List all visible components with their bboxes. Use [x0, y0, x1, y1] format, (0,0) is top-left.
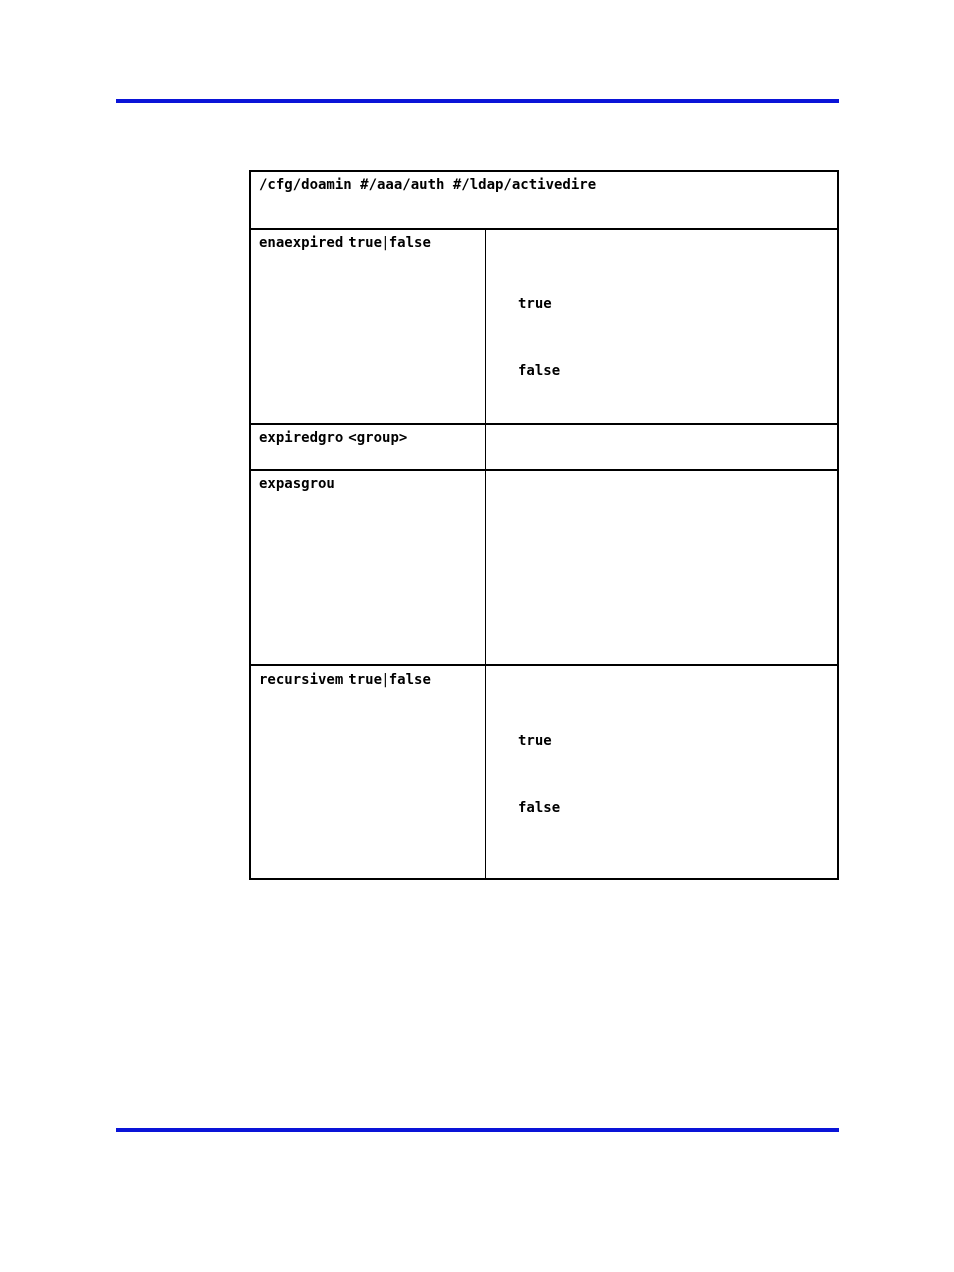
bottom-rule: [116, 1128, 839, 1132]
row-expiredgro-command: [259, 430, 407, 446]
command-arg: <group>: [348, 430, 408, 446]
option-false: [518, 800, 560, 816]
arg-separator: |: [383, 235, 388, 251]
command-name: expiredgro: [259, 430, 344, 446]
command-arg: false: [388, 672, 431, 688]
top-rule: [116, 99, 839, 103]
command-arg: true: [348, 672, 383, 688]
row-divider: [251, 469, 837, 471]
command-table: [249, 170, 839, 880]
row-divider: [251, 423, 837, 425]
command-arg: true: [348, 235, 383, 251]
option-true: [518, 733, 552, 749]
column-divider: [485, 229, 486, 878]
header-path-text: /cfg/doamin #/aaa/auth #/ldap/activedire: [259, 177, 597, 193]
row-recursivem-command: [259, 672, 431, 688]
row-divider: [251, 664, 837, 666]
command-name: recursivem: [259, 672, 344, 688]
option-label: false: [518, 800, 561, 816]
row-divider: [251, 228, 837, 230]
arg-separator: |: [383, 672, 388, 688]
row-enaexpired-command: [259, 235, 431, 251]
option-label: true: [518, 733, 552, 749]
option-label: true: [518, 296, 552, 312]
command-name: expasgrou: [259, 476, 335, 492]
option-label: false: [518, 363, 561, 379]
command-arg: false: [388, 235, 431, 251]
header-path: [259, 177, 596, 193]
row-expasgrou-command: [259, 476, 335, 492]
option-false: [518, 363, 560, 379]
command-name: enaexpired: [259, 235, 344, 251]
option-true: [518, 296, 552, 312]
